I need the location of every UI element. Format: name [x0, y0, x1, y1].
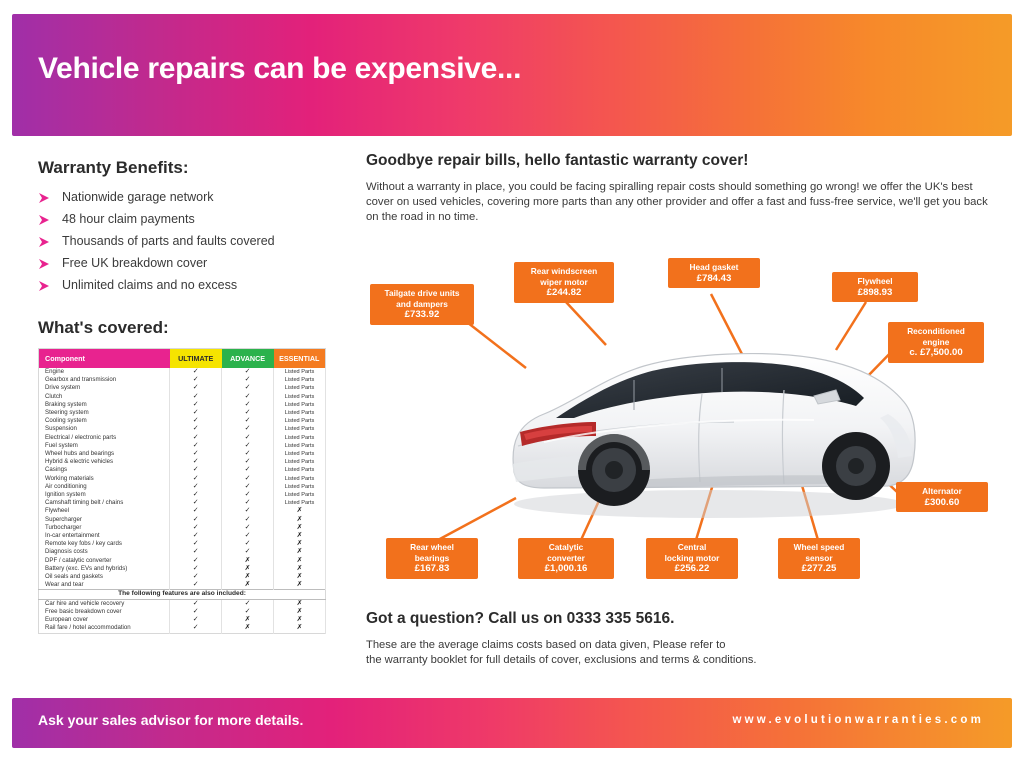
cell-advance: ✓: [222, 524, 274, 532]
cell-essential: Listed Parts: [274, 491, 326, 499]
features-heading-row: [39, 590, 326, 599]
table-row: [39, 499, 326, 507]
cell-advance: ✓: [222, 475, 274, 483]
callout-flywheel: Flywheel £898.93: [832, 272, 918, 302]
cell-ultimate: ✓: [170, 458, 222, 466]
feature-name: Rail fare / hotel accommodation: [39, 624, 170, 633]
component-name: Engine: [39, 368, 170, 376]
component-name: Drive system: [39, 384, 170, 392]
table-header-row: [39, 349, 326, 369]
cell-essential: ✗: [274, 516, 326, 524]
chevron-right-icon: [38, 235, 52, 247]
cell-essential: ✗: [274, 616, 326, 624]
callout-central-locking-motor: Central locking motor £256.22: [646, 538, 738, 579]
list-item: [38, 278, 338, 292]
cell-advance: ✗: [222, 573, 274, 581]
table-row: [39, 368, 326, 376]
component-name: Air conditioning: [39, 483, 170, 491]
table-row: [39, 409, 326, 417]
callout-head-gasket: Head gasket £784.43: [668, 258, 760, 288]
col-ultimate: ULTIMATE: [170, 349, 222, 369]
component-name: Cooling system: [39, 417, 170, 425]
cell-ultimate: ✓: [170, 573, 222, 581]
component-name: Steering system: [39, 409, 170, 417]
table-row: [39, 581, 326, 590]
cell-essential: Listed Parts: [274, 368, 326, 376]
header-banner: [12, 14, 1012, 136]
table-row: [39, 548, 326, 556]
cell-ultimate: ✓: [170, 434, 222, 442]
table-row: [39, 483, 326, 491]
cell-advance: ✓: [222, 491, 274, 499]
cell-essential: ✗: [274, 532, 326, 540]
table-row: [39, 376, 326, 384]
component-name: Turbocharger: [39, 524, 170, 532]
component-name: Electrical / electronic parts: [39, 434, 170, 442]
cell-essential: Listed Parts: [274, 499, 326, 507]
cell-ultimate: ✓: [170, 368, 222, 376]
component-name: Gearbox and transmission: [39, 376, 170, 384]
cell-advance: ✓: [222, 458, 274, 466]
cell-ultimate: ✓: [170, 401, 222, 409]
cell-essential: ✗: [274, 624, 326, 633]
list-item: [38, 256, 338, 270]
feature-name: Free basic breakdown cover: [39, 608, 170, 616]
component-name: Clutch: [39, 393, 170, 401]
cell-advance: ✓: [222, 599, 274, 608]
list-item: [38, 212, 338, 226]
car-illustration: [484, 322, 924, 532]
component-name: Flywheel: [39, 507, 170, 515]
component-name: Supercharger: [39, 516, 170, 524]
table-row: [39, 557, 326, 565]
callout-alternator: Alternator £300.60: [896, 482, 988, 512]
cell-advance: ✓: [222, 466, 274, 474]
feature-name: Car hire and vehicle recovery: [39, 599, 170, 608]
cell-advance: ✓: [222, 401, 274, 409]
cell-advance: ✓: [222, 532, 274, 540]
cell-ultimate: ✓: [170, 565, 222, 573]
cell-advance: ✗: [222, 581, 274, 590]
component-name: Wear and tear: [39, 581, 170, 590]
cell-ultimate: ✓: [170, 450, 222, 458]
cell-ultimate: ✓: [170, 499, 222, 507]
footer-banner: [12, 698, 1012, 748]
cell-ultimate: ✓: [170, 442, 222, 450]
callout-rear-wheel-bearings: Rear wheel bearings £167.83: [386, 538, 478, 579]
cell-essential: ✗: [274, 557, 326, 565]
component-name: Fuel system: [39, 442, 170, 450]
component-name: Battery (exc. EVs and hybrids): [39, 565, 170, 573]
table-row: [39, 434, 326, 442]
benefit-label: Nationwide garage network: [62, 190, 214, 204]
table-row: [39, 516, 326, 524]
component-name: Camshaft timing belt / chains: [39, 499, 170, 507]
cell-essential: ✗: [274, 548, 326, 556]
table-row: [39, 401, 326, 409]
cell-advance: ✓: [222, 434, 274, 442]
cell-advance: ✓: [222, 450, 274, 458]
component-name: Oil seals and gaskets: [39, 573, 170, 581]
table-row: [39, 466, 326, 474]
question-title: Got a question? Call us on 0333 335 5616.: [366, 610, 675, 627]
col-essential: ESSENTIAL: [274, 349, 326, 369]
table-row: [39, 573, 326, 581]
cell-essential: Listed Parts: [274, 393, 326, 401]
cell-advance: ✓: [222, 384, 274, 392]
intro-paragraph: Without a warranty in place, you could be facing spiralling repair costs should something go wrong! we offer the UK's best cover on used vehicles, covering more parts than any other provider and offer a fast and fuss-free service, we'll get you back on the road in no time.: [366, 181, 988, 223]
table-row: [39, 417, 326, 425]
table-row: [39, 442, 326, 450]
component-name: Diagnosis costs: [39, 548, 170, 556]
cell-advance: ✓: [222, 516, 274, 524]
callout-reconditioned-engine: Reconditioned engine c. £7,500.00: [888, 322, 984, 363]
cell-essential: ✗: [274, 573, 326, 581]
cell-ultimate: ✓: [170, 616, 222, 624]
cell-ultimate: ✓: [170, 384, 222, 392]
chevron-right-icon: [38, 257, 52, 269]
question-paragraph-line-1: These are the average claims costs based on data given, Please refer to: [366, 639, 726, 651]
cell-ultimate: ✓: [170, 524, 222, 532]
table-row: [39, 507, 326, 515]
table-row: [39, 532, 326, 540]
footer-website[interactable]: www.evolutionwarranties.com: [732, 714, 984, 726]
cell-ultimate: ✓: [170, 599, 222, 608]
table-row: [39, 565, 326, 573]
table-row: [39, 524, 326, 532]
callout-rear-windscreen-wiper-motor: Rear windscreen wiper motor £244.82: [514, 262, 614, 303]
component-name: Remote key fobs / key cards: [39, 540, 170, 548]
list-item: [38, 234, 338, 248]
feature-name: European cover: [39, 616, 170, 624]
cell-essential: ✗: [274, 599, 326, 608]
chevron-right-icon: [38, 213, 52, 225]
component-name: In-car entertainment: [39, 532, 170, 540]
table-row: [39, 599, 326, 608]
cell-advance: ✓: [222, 548, 274, 556]
cell-ultimate: ✓: [170, 475, 222, 483]
chevron-right-icon: [38, 279, 52, 291]
cell-ultimate: ✓: [170, 557, 222, 565]
component-name: Ignition system: [39, 491, 170, 499]
cell-ultimate: ✓: [170, 376, 222, 384]
coverage-table: [38, 348, 326, 634]
cell-ultimate: ✓: [170, 507, 222, 515]
cell-advance: ✓: [222, 393, 274, 401]
cell-ultimate: ✓: [170, 491, 222, 499]
cell-advance: ✓: [222, 483, 274, 491]
cell-essential: Listed Parts: [274, 417, 326, 425]
coverage-table-body: [39, 368, 326, 633]
intro-title: Goodbye repair bills, hello fantastic warranty cover!: [366, 152, 749, 169]
footer-cta: Ask your sales advisor for more details.: [38, 712, 304, 728]
component-name: Casings: [39, 466, 170, 474]
cell-advance: ✓: [222, 417, 274, 425]
question-block: [366, 610, 1006, 668]
cell-ultimate: ✓: [170, 516, 222, 524]
benefit-label: 48 hour claim payments: [62, 212, 195, 226]
cell-essential: Listed Parts: [274, 450, 326, 458]
cell-ultimate: ✓: [170, 417, 222, 425]
cell-ultimate: ✓: [170, 581, 222, 590]
benefits-title: Warranty Benefits:: [38, 158, 189, 177]
component-name: Working materials: [39, 475, 170, 483]
table-row: [39, 616, 326, 624]
table-row: [39, 393, 326, 401]
cell-advance: ✗: [222, 557, 274, 565]
cell-advance: ✓: [222, 368, 274, 376]
cell-advance: ✗: [222, 616, 274, 624]
covered-title: What's covered:: [38, 318, 169, 337]
component-name: Braking system: [39, 401, 170, 409]
benefit-label: Free UK breakdown cover: [62, 256, 208, 270]
cell-essential: Listed Parts: [274, 442, 326, 450]
table-row: [39, 458, 326, 466]
list-item: [38, 190, 338, 204]
cell-essential: ✗: [274, 507, 326, 515]
cell-essential: ✗: [274, 608, 326, 616]
cell-ultimate: ✓: [170, 466, 222, 474]
page-title: Vehicle repairs can be expensive...: [38, 52, 522, 85]
table-row: [39, 540, 326, 548]
cell-advance: ✗: [222, 624, 274, 633]
table-row: [39, 384, 326, 392]
cell-essential: ✗: [274, 565, 326, 573]
cell-ultimate: ✓: [170, 483, 222, 491]
cell-ultimate: ✓: [170, 409, 222, 417]
benefits-list: [38, 190, 338, 292]
component-name: Hybrid & electric vehicles: [39, 458, 170, 466]
cell-essential: ✗: [274, 540, 326, 548]
callout-tailgate-drive-units: Tailgate drive units and dampers £733.92: [370, 284, 474, 325]
callout-wheel-speed-sensor: Wheel speed sensor £277.25: [778, 538, 860, 579]
cell-essential: Listed Parts: [274, 483, 326, 491]
cell-essential: Listed Parts: [274, 434, 326, 442]
cell-ultimate: ✓: [170, 548, 222, 556]
table-row: [39, 491, 326, 499]
benefit-label: Unlimited claims and no excess: [62, 278, 238, 292]
table-row: [39, 624, 326, 633]
left-column: [38, 158, 338, 634]
cell-ultimate: ✓: [170, 608, 222, 616]
cell-advance: ✓: [222, 442, 274, 450]
cell-advance: ✓: [222, 376, 274, 384]
cell-essential: Listed Parts: [274, 458, 326, 466]
intro-block: [366, 152, 994, 225]
callout-catalytic-converter: Catalytic converter £1,000.16: [518, 538, 614, 579]
cell-essential: Listed Parts: [274, 401, 326, 409]
cell-essential: ✗: [274, 524, 326, 532]
cell-essential: Listed Parts: [274, 384, 326, 392]
benefit-label: Thousands of parts and faults covered: [62, 234, 275, 248]
cell-essential: Listed Parts: [274, 475, 326, 483]
cell-advance: ✗: [222, 565, 274, 573]
cell-essential: Listed Parts: [274, 409, 326, 417]
cell-essential: Listed Parts: [274, 425, 326, 433]
cell-advance: ✓: [222, 499, 274, 507]
cell-ultimate: ✓: [170, 425, 222, 433]
cell-essential: Listed Parts: [274, 376, 326, 384]
col-advance: ADVANCE: [222, 349, 274, 369]
table-row: [39, 475, 326, 483]
chevron-right-icon: [38, 191, 52, 203]
features-heading: The following features are also included:: [39, 590, 326, 599]
cell-advance: ✓: [222, 409, 274, 417]
table-row: [39, 450, 326, 458]
cell-advance: ✓: [222, 507, 274, 515]
cell-ultimate: ✓: [170, 540, 222, 548]
cell-advance: ✓: [222, 540, 274, 548]
col-component: Component: [39, 349, 170, 369]
cell-advance: ✓: [222, 425, 274, 433]
cell-ultimate: ✓: [170, 393, 222, 401]
cell-essential: ✗: [274, 581, 326, 590]
table-row: [39, 608, 326, 616]
cell-ultimate: ✓: [170, 624, 222, 633]
car-diagram: [366, 250, 1006, 595]
component-name: Wheel hubs and bearings: [39, 450, 170, 458]
cell-essential: Listed Parts: [274, 466, 326, 474]
cell-ultimate: ✓: [170, 532, 222, 540]
component-name: Suspension: [39, 425, 170, 433]
component-name: DPF / catalytic converter: [39, 557, 170, 565]
question-paragraph-line-2: the warranty booklet for full details of cover, exclusions and terms & conditions.: [366, 654, 757, 666]
table-row: [39, 425, 326, 433]
cell-advance: ✓: [222, 608, 274, 616]
